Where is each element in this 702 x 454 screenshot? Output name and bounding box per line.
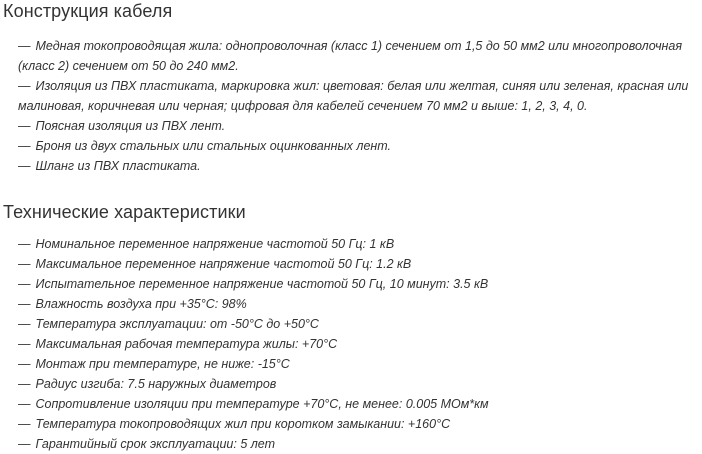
list-item: [18, 294, 702, 314]
list-item: [18, 434, 702, 454]
bullet-dash: —: [18, 119, 31, 133]
list-item: [18, 274, 702, 294]
list-item: [18, 36, 702, 76]
item-text: Максимальное переменное напряжение частотой 50 Гц: 1.2 кВ: [35, 257, 412, 271]
item-text: Максимальная рабочая температура жилы: +70°С: [35, 337, 338, 351]
item-text-continuation: малиновая, коричневая или черная; цифровая для кабелей сечением 70 мм2 и выше: 1, 2, 3, 4, 0.: [18, 99, 588, 113]
bullet-dash: —: [18, 297, 31, 311]
list-item: [18, 414, 702, 434]
list-item: [18, 394, 702, 414]
bullet-dash: —: [18, 417, 31, 431]
list-item: [18, 234, 702, 254]
item-text: Шланг из ПВХ пластиката.: [35, 159, 201, 173]
bullet-dash: —: [18, 317, 31, 331]
bullet-dash: —: [18, 357, 31, 371]
bullet-dash: —: [18, 237, 31, 251]
item-text: Гарантийный срок эксплуатации: 5 лет: [35, 437, 276, 451]
bullet-dash: —: [18, 377, 31, 391]
specs-list: [18, 234, 702, 454]
item-text: Медная токопроводящая жила: однопроволочная (класс 1) сечением от 1,5 до 50 мм2 или многопроволочная: [35, 39, 683, 53]
list-item: [18, 334, 702, 354]
item-text: Сопротивление изоляции при температуре +70°С, не менее: 0.005 МОм*км: [35, 397, 489, 411]
list-item: [18, 156, 702, 176]
item-text: Температура эксплуатации: от -50°С до +50°С: [35, 317, 319, 331]
item-text: Влажность воздуха при +35°С: 98%: [35, 297, 247, 311]
bullet-dash: —: [18, 39, 31, 53]
bullet-dash: —: [18, 139, 31, 153]
section-title-construction: Конструкция кабеля: [3, 1, 173, 21]
item-text: Температура токопроводящих жил при коротком замыкании: +160°С: [35, 417, 451, 431]
list-item: [18, 314, 702, 334]
item-text-continuation: (класс 2) сечением от 50 до 240 мм2.: [18, 59, 239, 73]
section-title-specs: Технические характеристики: [3, 202, 246, 222]
item-text: Номинальное переменное напряжение частотой 50 Гц: 1 кВ: [35, 237, 395, 251]
item-text: Испытательное переменное напряжение частотой 50 Гц, 10 минут: 3.5 кВ: [35, 277, 489, 291]
list-item: [18, 374, 702, 394]
item-text: Радиус изгиба: 7.5 наружных диаметров: [35, 377, 277, 391]
list-item: [18, 136, 702, 156]
bullet-dash: —: [18, 277, 31, 291]
bullet-dash: —: [18, 437, 31, 451]
item-text: Поясная изоляция из ПВХ лент.: [35, 119, 226, 133]
bullet-dash: —: [18, 257, 31, 271]
bullet-dash: —: [18, 337, 31, 351]
bullet-dash: —: [18, 79, 31, 93]
item-text: Изоляция из ПВХ пластиката, маркировка жил: цветовая: белая или желтая, синяя или зеленая, красная или: [35, 79, 689, 93]
bullet-dash: —: [18, 159, 31, 173]
list-item: [18, 354, 702, 374]
list-item: [18, 254, 702, 274]
item-text: Броня из двух стальных или стальных оцинкованных лент.: [35, 139, 392, 153]
construction-list: [18, 36, 702, 176]
item-text: Монтаж при температуре, не ниже: -15°С: [35, 357, 290, 371]
bullet-dash: —: [18, 397, 31, 411]
list-item: [18, 76, 702, 116]
list-item: [18, 116, 702, 136]
